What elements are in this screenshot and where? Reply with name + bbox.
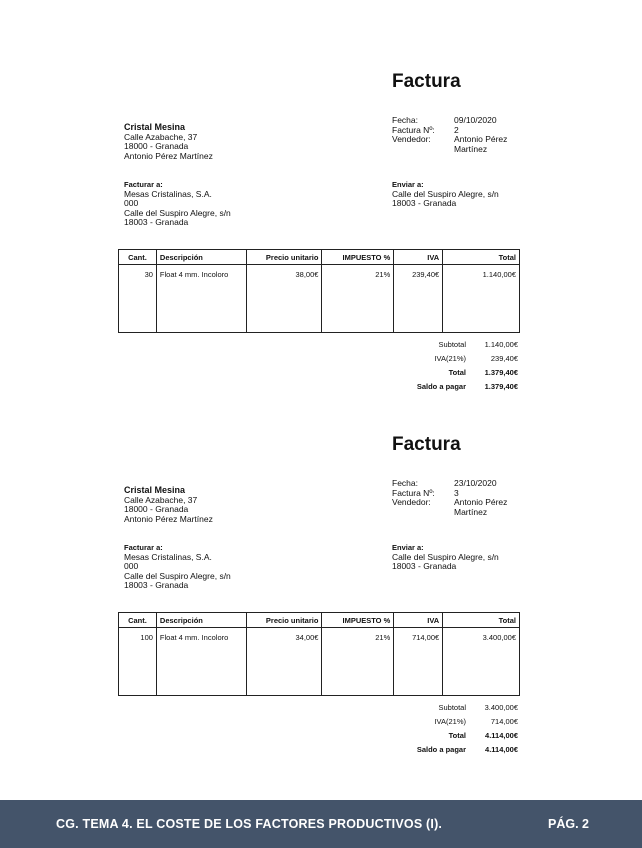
company-address: Calle Azabache, 37 (124, 494, 198, 505)
col-qty-header: Cant. (119, 613, 157, 628)
iva-label: IVA(21%) (434, 716, 466, 726)
company-name: Cristal Mesina (124, 485, 186, 495)
cell-qty: 30 (119, 265, 157, 333)
bill-to-block (124, 543, 231, 591)
balance-due-value: 1.379,40€ (484, 381, 518, 391)
bill-to-label: Facturar a: (124, 543, 163, 552)
col-desc-header: Descripción (156, 613, 246, 628)
seller-label: Vendedor: (392, 497, 431, 507)
company-block (124, 486, 213, 524)
ship-to-address: Calle del Suspiro Alegre, s/n (392, 188, 499, 199)
date-label: Fecha: (392, 115, 418, 125)
balance-due-label: Saldo a pagar (416, 381, 466, 391)
bill-to-city: 18003 - Granada (124, 580, 189, 590)
total-label: Total (448, 367, 466, 377)
col-unit-header: Precio unitario (246, 613, 322, 628)
balance-due-label: Saldo a pagar (416, 744, 466, 754)
bill-to-address: Calle del Suspiro Alegre, s/n (124, 207, 231, 218)
invoice-meta (392, 116, 524, 154)
seller-label: Vendedor: (392, 134, 431, 144)
iva-label: IVA(21%) (434, 353, 466, 363)
number-label: Factura Nº: (392, 124, 435, 135)
ship-to-city: 18003 - Granada (392, 561, 457, 571)
company-block (124, 123, 213, 161)
invoice-title: Factura (392, 434, 461, 455)
subtotal-label: Subtotal (438, 339, 466, 349)
date-label: Fecha: (392, 478, 418, 488)
total-value: 1.379,40€ (484, 367, 518, 377)
bill-to-block (124, 180, 231, 228)
col-desc-header: Descripción (156, 250, 246, 265)
col-unit-header: Precio unitario (246, 250, 322, 265)
ship-to-label: Enviar a: (392, 180, 424, 189)
cell-tax: 21% (322, 265, 394, 333)
col-iva-header: IVA (394, 613, 443, 628)
seller-value-cont: Martínez (454, 506, 488, 517)
number-label: Factura Nº: (392, 487, 435, 498)
seller-value: Antonio Pérez (454, 497, 508, 507)
items-table (118, 249, 520, 333)
cell-iva: 714,00€ (394, 628, 443, 696)
date-value: 09/10/2020 (454, 115, 497, 125)
total-label: Total (448, 730, 466, 740)
cell-qty: 100 (119, 628, 157, 696)
total-value: 4.114,00€ (485, 730, 518, 740)
company-city: 18000 - Granada (124, 504, 189, 514)
col-tax-header: IMPUESTO % (322, 250, 394, 265)
company-contact: Antonio Pérez Martínez (124, 150, 213, 161)
invoice-meta (392, 479, 524, 517)
cell-desc: Float 4 mm. Incoloro (156, 628, 246, 696)
col-iva-header: IVA (394, 250, 443, 265)
cell-unit: 38,00€ (246, 265, 322, 333)
col-total-header: Total (443, 613, 520, 628)
invoice-title: Factura (392, 71, 461, 92)
bill-to-code: 000 (124, 561, 139, 571)
company-name: Cristal Mesina (124, 122, 186, 132)
page-footer (0, 800, 642, 848)
ship-to-city: 18003 - Granada (392, 198, 457, 208)
balance-due-value: 4.114,00€ (485, 744, 518, 754)
cell-tax: 21% (322, 628, 394, 696)
col-qty-header: Cant. (119, 250, 157, 265)
footer-title: CG. TEMA 4. EL COSTE DE LOS FACTORES PRODUCTIVOS (I). (56, 817, 443, 831)
cell-total: 3.400,00€ (443, 628, 520, 696)
ship-to-block (392, 180, 499, 209)
iva-value: 239,40€ (490, 353, 518, 363)
col-total-header: Total (443, 250, 520, 265)
totals-block (380, 700, 518, 756)
col-tax-header: IMPUESTO % (322, 613, 394, 628)
totals-block (380, 337, 518, 393)
seller-value-cont: Martínez (454, 143, 488, 154)
ship-to-block (392, 543, 499, 572)
bill-to-label: Facturar a: (124, 180, 163, 189)
invoice-1 (0, 71, 642, 451)
subtotal-value: 3.400,00€ (484, 702, 518, 712)
bill-to-address: Calle del Suspiro Alegre, s/n (124, 570, 231, 581)
ship-to-label: Enviar a: (392, 543, 424, 552)
company-city: 18000 - Granada (124, 141, 189, 151)
cell-desc: Float 4 mm. Incoloro (156, 265, 246, 333)
table-row (119, 628, 520, 696)
cell-iva: 239,40€ (394, 265, 443, 333)
page-number: PÁG. 2 (548, 817, 589, 831)
number-value: 3 (454, 487, 459, 498)
company-address: Calle Azabache, 37 (124, 131, 198, 142)
table-row (119, 265, 520, 333)
seller-value: Antonio Pérez (454, 134, 508, 144)
bill-to-name: Mesas Cristalinas, S.A. (124, 551, 212, 562)
number-value: 2 (454, 124, 459, 135)
bill-to-code: 000 (124, 198, 139, 208)
cell-unit: 34,00€ (246, 628, 322, 696)
invoice-2 (0, 434, 642, 814)
table-header-row (119, 613, 520, 628)
bill-to-name: Mesas Cristalinas, S.A. (124, 188, 212, 199)
date-value: 23/10/2020 (454, 478, 497, 488)
table-header-row (119, 250, 520, 265)
iva-value: 714,00€ (490, 716, 518, 726)
company-contact: Antonio Pérez Martínez (124, 513, 213, 524)
subtotal-label: Subtotal (438, 702, 466, 712)
cell-total: 1.140,00€ (443, 265, 520, 333)
subtotal-value: 1.140,00€ (484, 339, 518, 349)
bill-to-city: 18003 - Granada (124, 217, 189, 227)
items-table (118, 612, 520, 696)
ship-to-address: Calle del Suspiro Alegre, s/n (392, 551, 499, 562)
